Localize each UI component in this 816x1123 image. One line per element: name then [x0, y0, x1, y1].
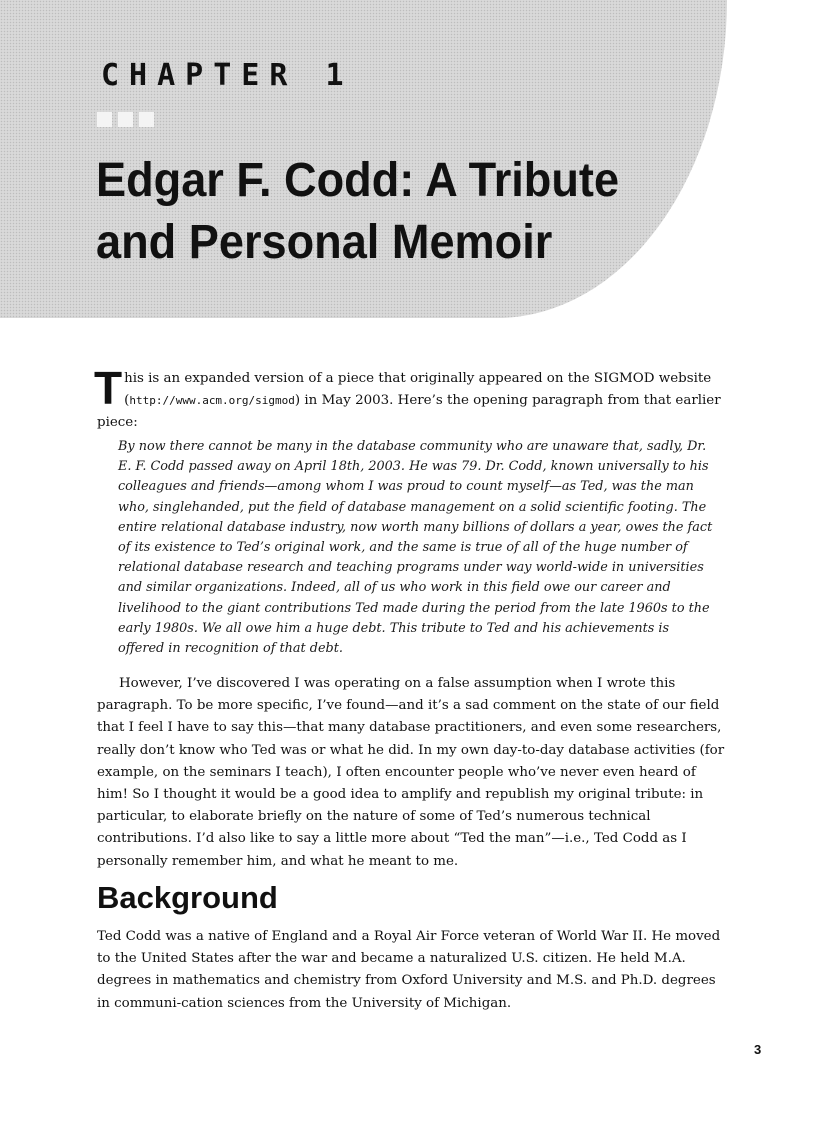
ornament-square — [97, 112, 112, 127]
page-number: 3 — [754, 1042, 762, 1057]
block-quote: By now there cannot be many in the database community who are unaware that, sadly, Dr. E. F. Codd passed away on April 18th, 2003. He was 79. Dr. Codd, known universally to his colleagues and friends—among whom I was proud to count myself—as Ted, was the man who, singlehanded, put the field of database management on a solid scientific footing. The entire relational database industry, now worth many billions of dollars a year, owes the fact of its existence to Ted’s original work, and the same is true of all of the huge number of relational database research and teaching programs under way world-wide in universities and similar organizations. Indeed, all of us who work in this field owe our career and livelihood to the giant contributions Ted made during the period from the late 1960s to the early 1980s. We all owe him a huge debt. This tribute to Ted and his achievements is offered in recognition of that debt. — [118, 439, 713, 657]
chapter-label: CHAPTER 1 — [101, 58, 354, 93]
chapter-ornament — [97, 112, 154, 127]
section-paragraph: Ted Codd was a native of England and a Royal Air Force veteran of World War II. He moved to the United States after the war and became a naturalized U.S. citizen. He held M.A. degrees in mathematics and chemistry from Oxford University and M.S. and Ph.D. degrees in communi-cation sciences from the University of Michigan. — [97, 929, 721, 1011]
section-heading: Background — [97, 880, 278, 915]
drop-cap: T — [94, 362, 123, 414]
intro-text-start: his is an expanded version of a piece that originally appeared on the SIGMOD website ( — [124, 371, 712, 408]
ornament-square — [139, 112, 154, 127]
ornament-square — [118, 112, 133, 127]
sigmod-url: http://www.acm.org/sigmod — [129, 394, 295, 407]
body-paragraph: However, I’ve discovered I was operating on a false assumption when I wrote this paragraph. To be more specific, I’ve found—and it’s a sad comment on the state of our field that I feel I have to say this—that many database practitioners, and even some researchers, really don’t know who Ted was or what he did. In my own day-to-day database activities (for example, on the seminars I teach), I often encounter people who’ve never even heard of him! So I thought it would be a good idea to amplify and republish my original tribute: in particular, to elaborate briefly on the nature of some of Ted’s numerous technical contributions. I’d also like to say a little more about “Ted the man”—i.e., Ted Codd as I personally remember him, and what he meant to me. — [97, 676, 725, 869]
chapter-title: Edgar F. Codd: A Tribute and Personal Memoir — [96, 154, 620, 269]
intro-text-end: ) in May 2003. Here’s the opening paragraph from that earlier piece: — [97, 393, 721, 430]
intro-paragraph — [94, 362, 729, 434]
